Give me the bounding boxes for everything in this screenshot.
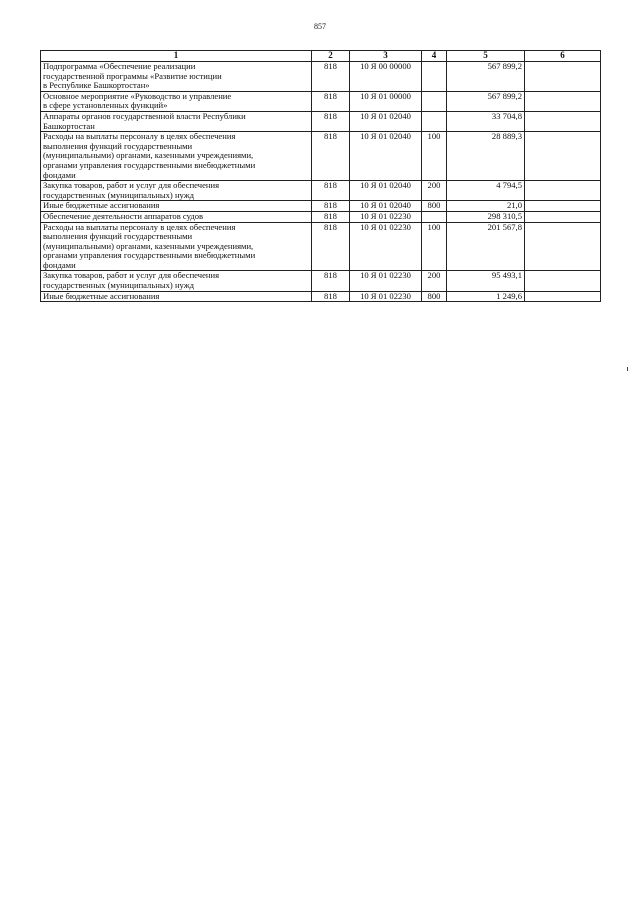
cell-col-6 [525, 111, 601, 131]
cell-classifier: 10 Я 01 02040 [350, 132, 422, 181]
budget-table [40, 50, 601, 302]
table-row [41, 201, 601, 212]
cell-department-code: 818 [312, 111, 350, 131]
cell-name-line: фондами [43, 259, 76, 270]
cell-amount: 567 899,2 [447, 62, 525, 92]
cell-name-line: Закупка товаров, работ и услуг для обеспечения [43, 270, 220, 281]
cell-expense-type: 200 [422, 271, 447, 291]
cell-col-6 [525, 201, 601, 212]
cell-department-code: 818 [312, 211, 350, 222]
cell-col-6 [525, 222, 601, 271]
cell-department-code: 818 [312, 62, 350, 92]
cell-classifier: 10 Я 01 00000 [350, 91, 422, 111]
cell-classifier: 10 Я 01 02230 [350, 271, 422, 291]
table-row [41, 222, 601, 271]
cell-name [41, 271, 312, 291]
cell-name-line: Иные бюджетные ассигнования [43, 200, 160, 211]
cell-amount: 33 704,8 [447, 111, 525, 131]
table-row [41, 211, 601, 222]
cell-classifier: 10 Я 01 02040 [350, 111, 422, 131]
cell-col-6 [525, 291, 601, 302]
cell-name [41, 201, 312, 212]
cell-expense-type [422, 211, 447, 222]
cell-amount: 567 899,2 [447, 91, 525, 111]
cell-name-line: Основное мероприятие «Руководство и управление [43, 91, 232, 101]
table-row [41, 291, 601, 302]
header-col-2: 2 [312, 51, 350, 62]
cell-name-line: Расходы на выплаты персоналу в целях обеспечения [43, 131, 236, 142]
cell-name [41, 62, 312, 92]
cell-name-line: Иные бюджетные ассигнования [43, 291, 160, 301]
cell-expense-type: 800 [422, 201, 447, 212]
cell-name [41, 222, 312, 271]
cell-name [41, 111, 312, 131]
cell-amount: 298 310,5 [447, 211, 525, 222]
cell-amount: 95 493,1 [447, 271, 525, 291]
cell-expense-type: 100 [422, 132, 447, 181]
cell-department-code: 818 [312, 91, 350, 111]
scan-edge-mark [627, 367, 628, 371]
cell-col-6 [525, 132, 601, 181]
cell-name-line: Подпрограмма «Обеспечение реализации [43, 61, 196, 71]
cell-classifier: 10 Я 01 02230 [350, 211, 422, 222]
cell-department-code: 818 [312, 291, 350, 302]
cell-classifier: 10 Я 01 02040 [350, 181, 422, 201]
cell-classifier: 10 Я 01 02230 [350, 291, 422, 302]
cell-expense-type: 100 [422, 222, 447, 271]
cell-name [41, 291, 312, 302]
table-row [41, 111, 601, 131]
cell-name [41, 132, 312, 181]
cell-name [41, 91, 312, 111]
cell-amount: 4 794,5 [447, 181, 525, 201]
cell-amount: 201 567,8 [447, 222, 525, 271]
cell-amount: 21,0 [447, 201, 525, 212]
cell-col-6 [525, 91, 601, 111]
cell-name-line: Расходы на выплаты персоналу в целях обеспечения [43, 222, 236, 232]
table-row [41, 132, 601, 181]
cell-name-line: Аппараты органов государственной власти Республики [43, 111, 246, 121]
cell-department-code: 818 [312, 132, 350, 181]
cell-col-6 [525, 211, 601, 222]
header-col-4: 4 [422, 51, 447, 62]
header-col-3: 3 [350, 51, 422, 62]
table-row [41, 91, 601, 111]
header-col-1: 1 [41, 51, 312, 62]
cell-name-line: Башкортостан [43, 120, 95, 131]
cell-col-6 [525, 271, 601, 291]
cell-classifier: 10 Я 01 02040 [350, 201, 422, 212]
cell-expense-type [422, 62, 447, 92]
cell-name-line: (муниципальными) органами, казенными учреждениями, [43, 240, 254, 251]
cell-col-6 [525, 181, 601, 201]
table-row [41, 271, 601, 291]
cell-expense-type [422, 111, 447, 131]
cell-name-line: фондами [43, 169, 76, 180]
cell-name-line: Закупка товаров, работ и услуг для обеспечения [43, 180, 220, 191]
cell-name [41, 211, 312, 222]
cell-department-code: 818 [312, 201, 350, 212]
cell-expense-type [422, 91, 447, 111]
cell-name-line: в сфере установленных функций» [43, 100, 168, 111]
table-row [41, 181, 601, 201]
cell-amount: 1 249,6 [447, 291, 525, 302]
cell-amount: 28 889,3 [447, 132, 525, 181]
header-col-5: 5 [447, 51, 525, 62]
cell-classifier: 10 Я 00 00000 [350, 62, 422, 92]
cell-col-6 [525, 62, 601, 92]
cell-name-line: в Республике Башкортостан» [43, 80, 150, 91]
cell-department-code: 818 [312, 271, 350, 291]
table-header-row [41, 51, 601, 62]
page-number: 857 [314, 22, 326, 31]
cell-department-code: 818 [312, 222, 350, 271]
cell-name-line: выполнения функций государственными [43, 231, 193, 242]
cell-department-code: 818 [312, 181, 350, 201]
cell-name-line: Обеспечение деятельности аппаратов судов [43, 211, 204, 221]
cell-name-line: государственных (муниципальных) нужд [43, 189, 195, 200]
cell-name [41, 181, 312, 201]
cell-name-line: органами управления государственными внебюджетными [43, 250, 256, 261]
cell-expense-type: 800 [422, 291, 447, 302]
table-row [41, 62, 601, 92]
cell-classifier: 10 Я 01 02230 [350, 222, 422, 271]
cell-expense-type: 200 [422, 181, 447, 201]
cell-name-line: государственной программы «Развитие юстиции [43, 70, 222, 81]
cell-name-line: органами управления государственными внебюджетными [43, 159, 256, 170]
header-col-6: 6 [525, 51, 601, 62]
cell-name-line: (муниципальными) органами, казенными учреждениями, [43, 150, 254, 161]
table-body [41, 62, 601, 302]
cell-name-line: выполнения функций государственными [43, 140, 193, 151]
cell-name-line: государственных (муниципальных) нужд [43, 280, 195, 291]
